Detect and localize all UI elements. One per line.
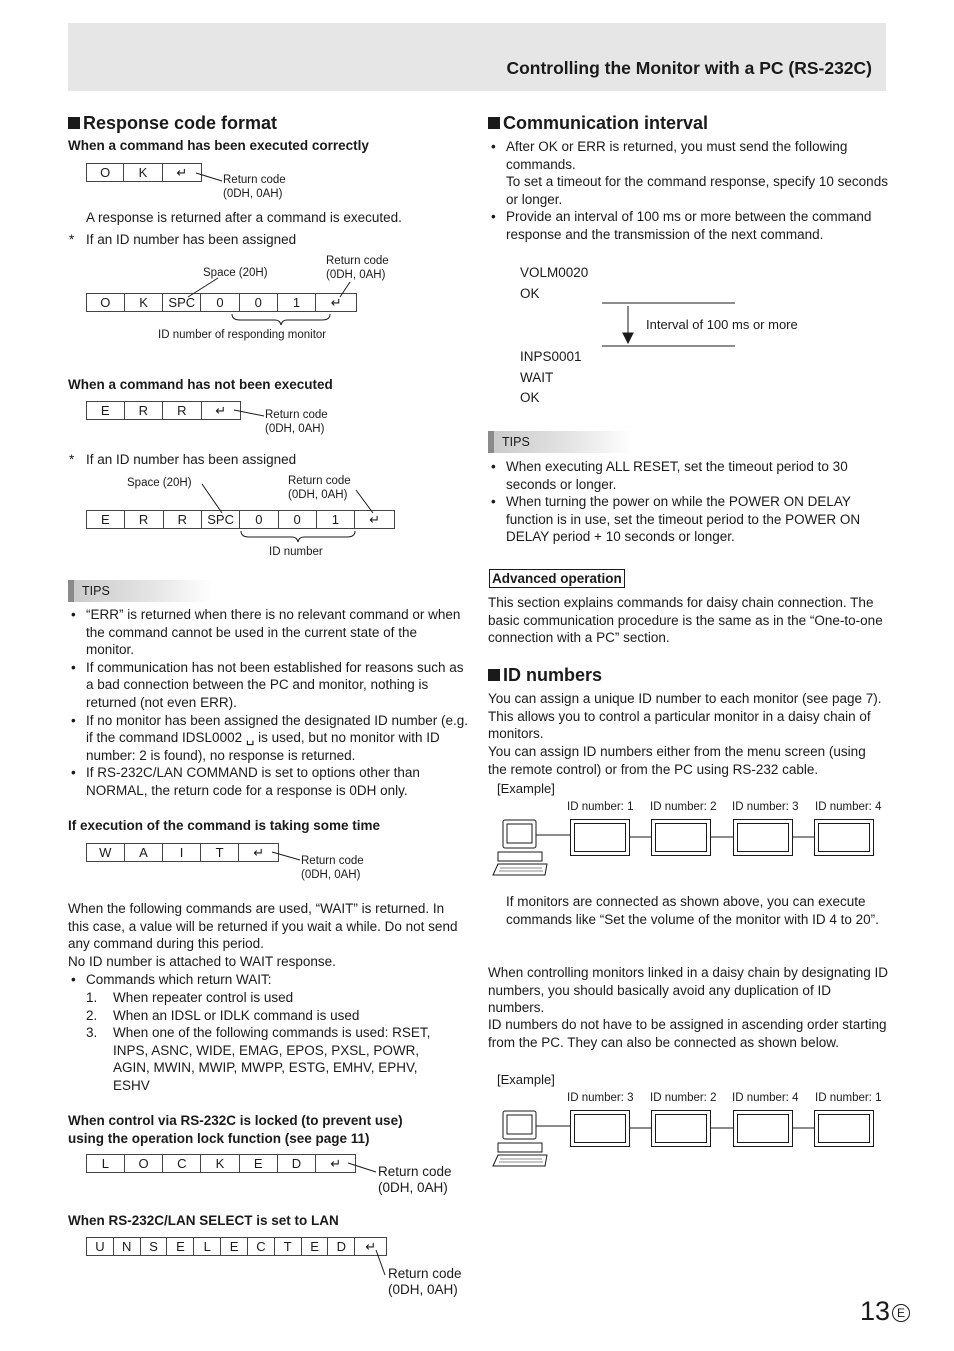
return-icon: ↵	[176, 164, 188, 180]
lan-heading: When RS-232C/LAN SELECT is set to LAN	[68, 1213, 339, 1228]
return-icon: ↵	[330, 1155, 342, 1171]
id-assigned-note: If an ID number has been assigned	[86, 452, 297, 467]
return-code-label: Return code (0DH, 0AH)	[288, 475, 351, 501]
list-item: • When executing ALL RESET, set the timeout period to 30 seconds or longer.	[488, 458, 890, 493]
code-cell: U	[87, 1238, 114, 1255]
list-item: 3. When one of the following commands is used: RSET, INPS, ASNC, WIDE, EMAG, EPOS, PXSL, POWR, AGIN, MWIN, MWIP, MWPP, ESTG, EMHV, EPHV, ESHV	[86, 1025, 431, 1093]
command-sequence-item: WAIT	[520, 370, 554, 385]
return-icon: ↵	[369, 511, 381, 527]
brace	[241, 531, 355, 542]
ok-note: A response is returned after a command is executed.	[86, 210, 402, 225]
asterisk-mark: *	[69, 452, 75, 467]
list-item: 2. When an IDSL or IDLK command is used	[86, 1007, 360, 1023]
return-code-label: Return code (0DH, 0AH)	[388, 1266, 462, 1297]
id-paragraph-2: You can assign ID numbers either from the menu screen (using the remote control) or from the PC using RS-232 cable.	[488, 744, 866, 777]
code-cell: E	[87, 511, 125, 528]
space-label: Space (20H)	[127, 477, 192, 489]
code-cell: A	[125, 844, 164, 861]
leader-line	[272, 852, 300, 860]
space-label: Space (20H)	[203, 267, 268, 279]
asterisk-mark: *	[69, 232, 75, 247]
code-cell: C	[248, 1238, 275, 1255]
code-cell: R	[163, 402, 202, 419]
monitor-id-label: ID number: 3	[732, 801, 799, 813]
code-cell: L	[194, 1238, 221, 1255]
code-cell: K	[125, 294, 164, 311]
code-cell: K	[124, 164, 162, 181]
code-cell: R	[125, 402, 164, 419]
code-cell: E	[240, 1155, 278, 1172]
return-code-label: Return code (0DH, 0AH)	[301, 855, 364, 881]
locked-heading: When control via RS-232C is locked (to prevent use) using the operation lock function (see page 11)	[68, 1113, 403, 1146]
leader-line	[188, 278, 218, 297]
code-cell: 0	[240, 294, 278, 311]
code-cell: S	[141, 1238, 168, 1255]
command-sequence-item: OK	[520, 286, 540, 301]
example-label: [Example]	[497, 1072, 555, 1087]
id-paragraph-3: When controlling monitors linked in a daisy chain by designating ID numbers, you should basically avoid any duplication of ID numbers.	[488, 965, 888, 1016]
code-cell: E	[302, 1238, 329, 1255]
code-cell: 0	[279, 511, 317, 528]
leader-line	[202, 484, 222, 513]
id-responding-label: ID number of responding monitor	[158, 329, 327, 341]
response-code-format-heading: Response code format	[68, 113, 277, 134]
command-sequence-item: INPS0001	[520, 349, 582, 364]
code-cell: T	[201, 844, 240, 861]
pc-icon	[493, 820, 547, 875]
code-cell: E	[221, 1238, 248, 1255]
code-cell: D	[278, 1155, 317, 1172]
code-cell: D	[328, 1238, 355, 1255]
wait-heading: If execution of the command is taking some time	[68, 818, 381, 833]
id-assigned-note: If an ID number has been assigned	[86, 232, 297, 247]
code-cell: O	[87, 164, 124, 181]
code-cell: SPC	[163, 294, 201, 311]
example1-note: If monitors are connected as shown above, you can execute commands like “Set the volume of the monitor with ID 4 to 20”.	[506, 894, 879, 927]
code-cell: O	[125, 1155, 164, 1172]
interval-label: Interval of 100 ms or more	[646, 317, 798, 332]
leader-line	[234, 410, 264, 416]
code-cell: 0	[240, 511, 279, 528]
leader-line	[356, 490, 373, 513]
monitor-id-label: ID number: 4	[815, 801, 882, 813]
list-item: • If no monitor has been assigned the designated ID number (e.g. if the command IDSL0002 ␣ is used, but no monitor with ID number: 2 is found), no response is returned.	[68, 712, 468, 765]
id-paragraph-4: ID numbers do not have to be assigned in ascending order starting from the PC. They can also be connected as shown below.	[488, 1017, 887, 1050]
wait-paragraph-2: No ID number is attached to WAIT response.	[68, 954, 336, 969]
return-code-label: Return code (0DH, 0AH)	[326, 255, 389, 281]
monitor-id-label: ID number: 2	[650, 801, 717, 813]
list-item: • After OK or ERR is returned, you must send the following commands. To set a timeout for the command response, specify 10 seconds or longer.	[488, 138, 888, 208]
list-item: • “ERR” is returned when there is no relevant command or when the command cannot be used in the current state of the monitor.	[68, 606, 468, 659]
leader-line	[340, 282, 350, 297]
code-cell: C	[163, 1155, 201, 1172]
advanced-paragraph: This section explains commands for daisy chain connection. The basic communication procedure is the same as in the “One-to-one connection with a PC” section.	[488, 595, 883, 646]
code-cell: I	[163, 844, 201, 861]
arrow-down-icon	[623, 333, 633, 343]
return-code-label: Return code (0DH, 0AH)	[223, 174, 286, 200]
communication-interval-heading: Communication interval	[488, 113, 708, 134]
monitor-id-label: ID number: 1	[567, 801, 634, 813]
list-item: • If RS-232C/LAN COMMAND is set to options other than NORMAL, the return code for a response is 0DH only.	[68, 764, 468, 799]
not-executed-heading: When a command has not been executed	[68, 377, 333, 392]
list-item: • If communication has not been established for reasons such as a bad connection between the PC and monitor, nothing is returned (not even ERR).	[68, 659, 468, 712]
command-sequence-item: VOLM0020	[520, 265, 589, 280]
language-badge: E	[892, 1304, 910, 1322]
code-cell: R	[125, 511, 164, 528]
return-icon: ↵	[253, 844, 265, 860]
executed-correctly-heading: When a command has been executed correctly	[68, 138, 369, 153]
return-icon: ↵	[330, 294, 342, 310]
monitor-id-label: ID number: 4	[732, 1092, 799, 1104]
brace	[232, 314, 330, 325]
tips-banner: TIPS	[68, 580, 213, 602]
return-icon: ↵	[365, 1238, 377, 1254]
code-cell: K	[201, 1155, 240, 1172]
leader-line	[376, 1250, 385, 1275]
wait-paragraph: When the following commands are used, “WAIT” is returned. In this case, a value will be returned if you wait a while. Do not send any command during this period.	[68, 901, 458, 952]
list-item: • Commands which return WAIT:	[68, 971, 468, 989]
code-cell: T	[275, 1238, 302, 1255]
code-cell: N	[114, 1238, 141, 1255]
list-item: 1. When repeater control is used	[86, 990, 294, 1005]
code-cell: E	[167, 1238, 194, 1255]
list-item: • Provide an interval of 100 ms or more between the command response and the transmission of the next command.	[488, 208, 888, 243]
return-code-label: Return code (0DH, 0AH)	[265, 409, 328, 435]
return-icon: ↵	[215, 402, 227, 418]
code-cell: W	[87, 844, 125, 861]
list-item: • When turning the power on while the POWER ON DELAY function is in use, set the timeout period to the POWER ON DELAY period + 10 seconds or longer.	[488, 493, 890, 546]
code-cell: 1	[317, 511, 356, 528]
leader-line	[348, 1163, 376, 1172]
header-title: Controlling the Monitor with a PC (RS-232C)	[506, 58, 872, 78]
monitor-id-label: ID number: 3	[567, 1092, 634, 1104]
return-code-label: Return code (0DH, 0AH)	[378, 1164, 452, 1195]
id-paragraph-1: You can assign a unique ID number to each monitor (see page 7). This allows you to control a particular monitor in a daisy chain of monitors.	[488, 691, 882, 742]
pc-icon	[493, 1111, 547, 1166]
example-label: [Example]	[497, 781, 555, 796]
code-cell: R	[164, 511, 203, 528]
id-numbers-heading: ID numbers	[488, 665, 602, 686]
code-cell: 1	[278, 294, 317, 311]
id-number-label: ID number	[269, 546, 323, 558]
leader-line	[196, 173, 222, 181]
code-cell: L	[87, 1155, 125, 1172]
page-number: 13 E	[860, 1296, 910, 1327]
monitor-id-label: ID number: 1	[815, 1092, 882, 1104]
code-cell: SPC	[202, 511, 240, 528]
code-cell: O	[87, 294, 125, 311]
advanced-operation-label: Advanced operation	[489, 570, 625, 588]
monitor-id-label: ID number: 2	[650, 1092, 717, 1104]
code-cell: E	[87, 402, 125, 419]
command-sequence-item: OK	[520, 390, 540, 405]
code-cell: 0	[201, 294, 240, 311]
tips-banner: TIPS	[488, 431, 633, 453]
